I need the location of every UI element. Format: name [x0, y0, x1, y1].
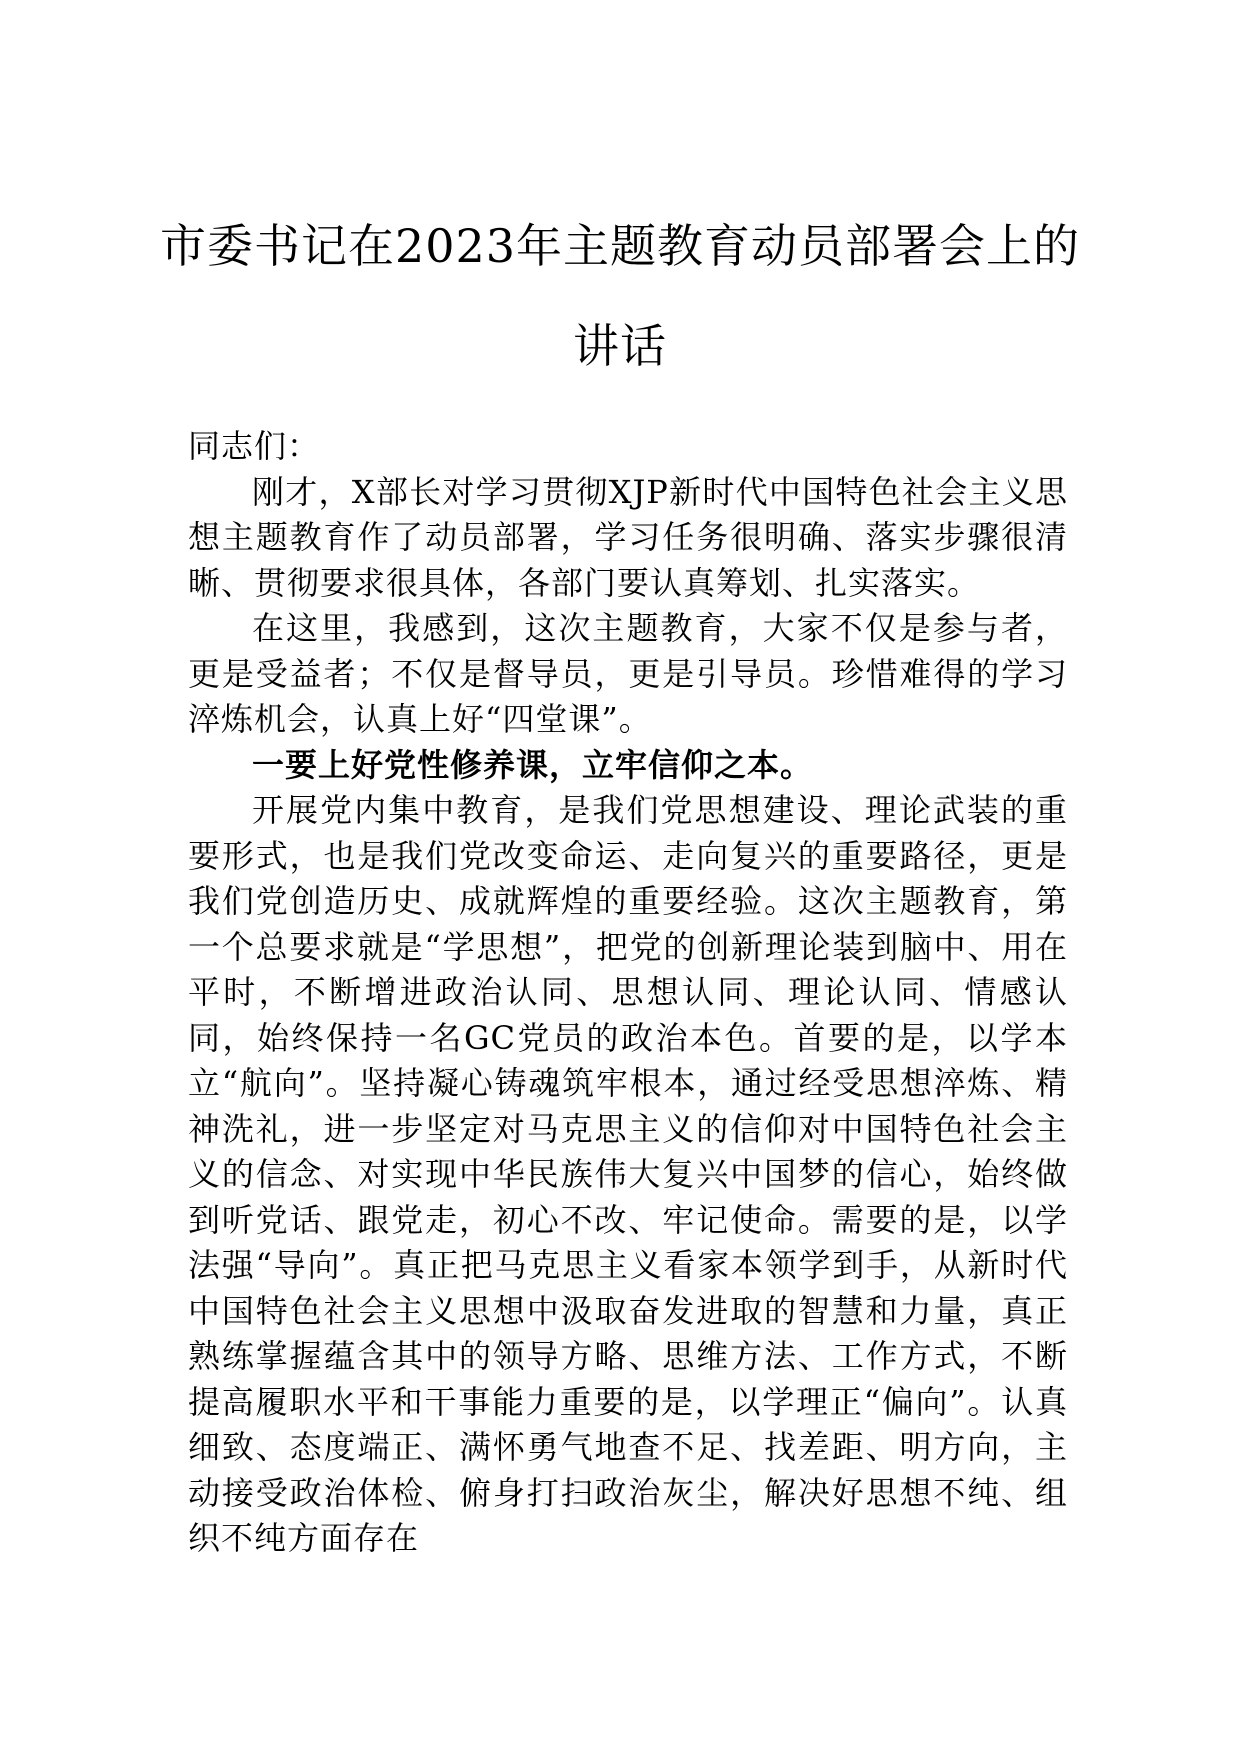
section-body: 开展党内集中教育，是我们党思想建设、理论武装的重要形式，也是我们党改变命运、走向复兴的重要路径，更是我们党创造历史、成就辉煌的重要经验。这次主题教育，第一个总要求就是“学思想”，把党的创新理论装到脑中、用在平时，不断增进政治认同、思想认同、理论认同、情感认同，始终保持一名GC党员的政治本色。首要的是，以学本立“航向”。坚持凝心铸魂筑牢根本，通过经受思想淬炼、精神洗礼，进一步坚定对马克思主义的信仰对中国特色社会主义的信念、对实现中华民族伟大复兴中国梦的信心，始终做到听党话、跟党走，初心不改、牢记使命。需要的是，以学法强“导向”。真正把马克思主义看家本领学到手，从新时代中国特色社会主义思想中汲取奋发进取的智慧和力量，真正熟练掌握蕴含其中的领导方略、思维方法、工作方式，不断提高履职水平和干事能力重要的是，以学理正“偏向”。认真细致、态度端正、满怀勇气地查不足、找差距、明方向，主动接受政治体检、俯身打扫政治灰尘，解决好思想不纯、组织不纯方面存在	[188, 791, 1068, 1557]
document-title: 市委书记在2023年主题教育动员部署会上的讲话	[159, 219, 1081, 373]
salutation: 同志们：	[188, 427, 321, 465]
paragraph-2: 在这里，我感到，这次主题教育，大家不仅是参与者，更是受益者；不仅是督导员，更是引导员。珍惜难得的学习淬炼机会，认真上好“四堂课”。	[188, 609, 1068, 738]
section-heading: 一要上好党性修养课，立牢信仰之本。	[252, 745, 814, 784]
paragraph-1: 刚才，X部长对学习贯彻XJP新时代中国特色社会主义思想主题教育作了动员部署，学习任务很明确、落实步骤很清晰、贯彻要求很具体，各部门要认真筹划、扎实落实。	[188, 472, 1068, 602]
document-body	[188, 424, 1068, 1562]
